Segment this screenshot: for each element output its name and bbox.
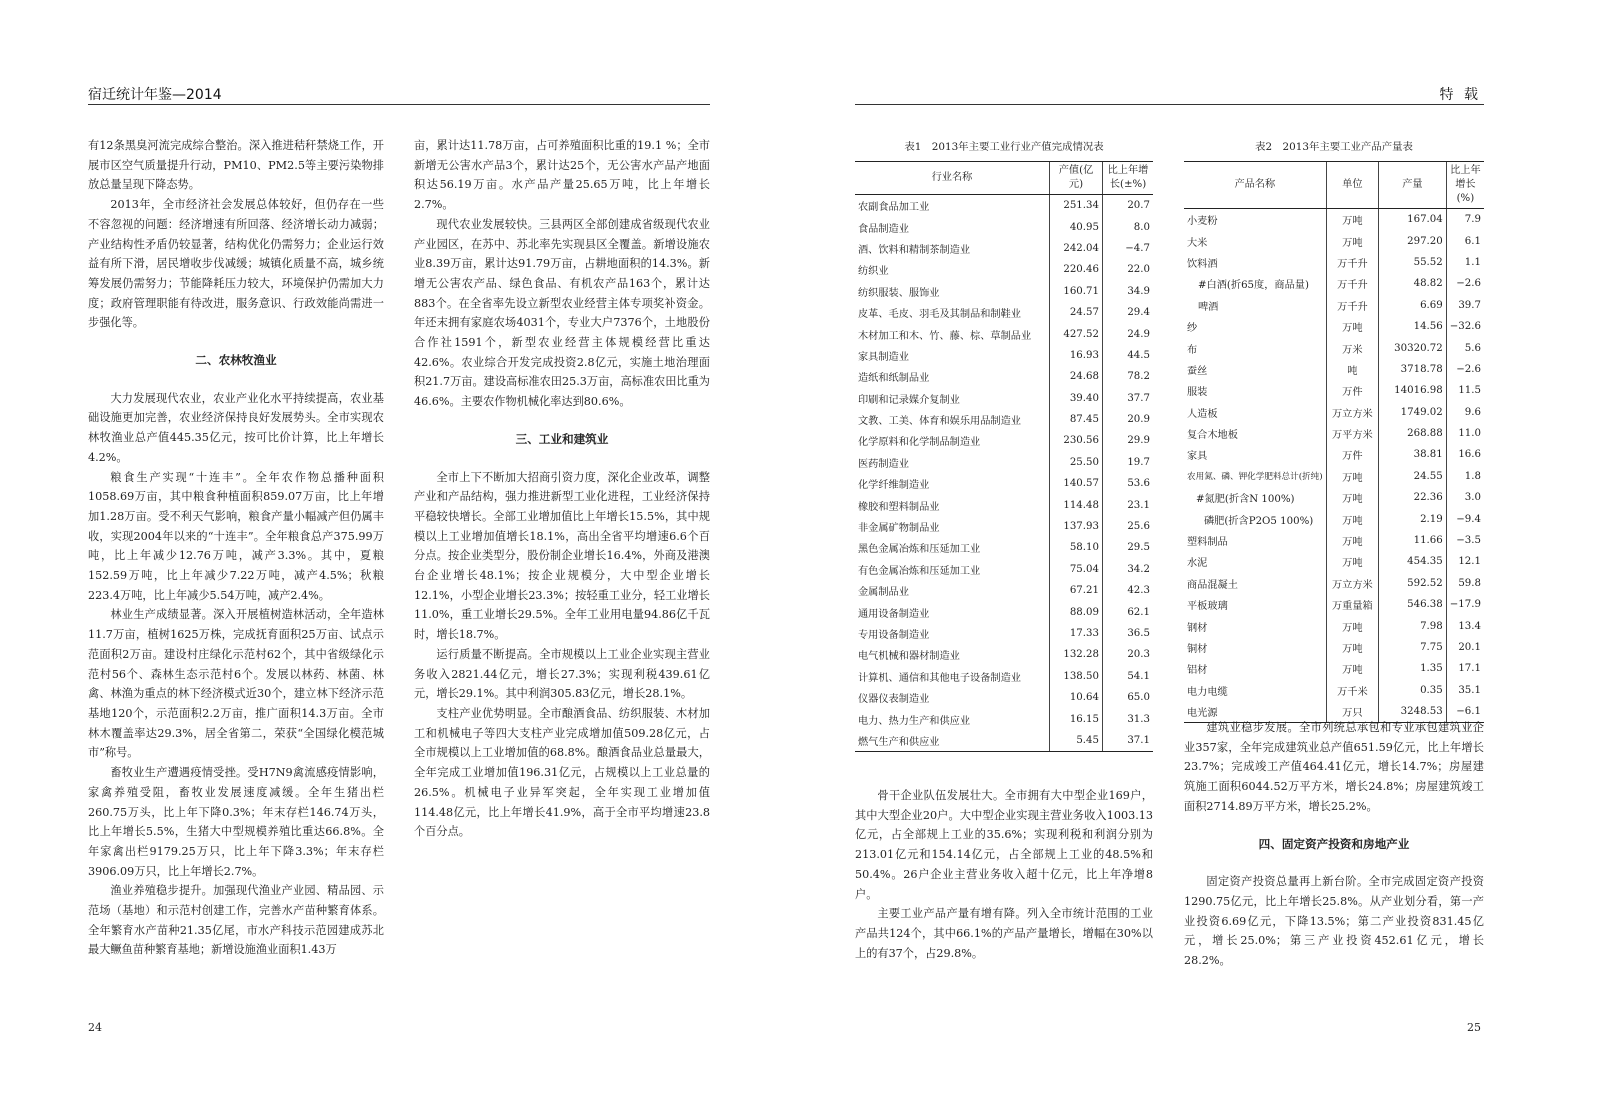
- table-cell: 文教、工美、体育和娱乐用品制造业: [858, 416, 1021, 428]
- table-cell: 1.8: [1446, 466, 1484, 487]
- table-row: [1184, 658, 1484, 679]
- table-cell: 万件: [1326, 444, 1378, 465]
- table-row: [1184, 230, 1484, 251]
- table-row: [855, 345, 1153, 366]
- table1-header-value: 产值(亿元): [1050, 162, 1103, 195]
- table-cell: 万米: [1326, 337, 1378, 358]
- table-row: [1184, 337, 1484, 358]
- table-row: [855, 366, 1153, 387]
- table-row: [855, 580, 1153, 601]
- table-cell: 1749.02: [1379, 402, 1447, 423]
- table-row: [855, 666, 1153, 687]
- page-number-left: 24: [88, 1021, 102, 1034]
- table-cell: −17.9: [1446, 594, 1484, 615]
- table-cell: 专用设备制造业: [858, 630, 930, 641]
- table-cell: 商品混凝土: [1187, 579, 1238, 591]
- table-row: [1184, 615, 1484, 636]
- table-cell: 160.71: [1050, 281, 1103, 302]
- table-row: [1184, 423, 1484, 444]
- table-row: [855, 259, 1153, 280]
- table-cell: 20.3: [1103, 644, 1154, 665]
- table-cell: −6.1: [1446, 701, 1484, 723]
- table-cell: 皮革、毛皮、羽毛及其制品和制鞋业: [858, 309, 1021, 321]
- table-cell: 1.1: [1446, 252, 1484, 273]
- paragraph: 有12条黑臭河流完成综合整治。深入推进秸秆禁烧工作，开展市区空气质量提升行动，PM10、PM2.5等主要污染物排放总量呈现下降态势。: [88, 139, 384, 192]
- table-cell: 水泥: [1187, 558, 1208, 570]
- table-cell: 37.1: [1103, 730, 1154, 752]
- table-cell: 大米: [1187, 237, 1208, 249]
- table-cell: 297.20: [1379, 230, 1447, 251]
- table-cell: 铝材: [1187, 665, 1208, 677]
- header-rule-left: [88, 104, 710, 105]
- table-row: [855, 730, 1153, 752]
- table-cell: 42.3: [1103, 580, 1154, 601]
- table-cell: 万吨: [1326, 466, 1378, 487]
- table-cell: 酒、饮料和精制茶制造业: [858, 244, 971, 256]
- table2-caption: 表2 2013年主要工业产品产量表: [1255, 141, 1413, 153]
- table-cell: 电力电缆: [1187, 686, 1228, 698]
- table-cell: 医药制造业: [858, 458, 909, 470]
- table-cell: 啤酒: [1198, 301, 1219, 313]
- text-column-3: [855, 786, 1153, 963]
- table-cell: 78.2: [1103, 366, 1154, 387]
- table-cell: 39.40: [1050, 388, 1103, 409]
- table-row: [1184, 209, 1484, 231]
- table-row: [855, 687, 1153, 708]
- table-cell: 万重量箱: [1326, 594, 1378, 615]
- page-number-right: 25: [1467, 1021, 1481, 1034]
- table-cell: 万立方米: [1326, 402, 1378, 423]
- table-cell: 88.09: [1050, 601, 1103, 622]
- paragraph: 全市上下不断加大招商引资力度，深化企业改革，调整产业和产品结构，强力推进新型工业化进程，工业经济保持平稳较快增长。全部工业增加值比上年增长15.5%，其中规模以上工业增加值增长18.1%，高出全省平均增速6.6个百分点。按企业类型分，股份制企业增长16.4%，外商及港澳台企业增长48.1%；按企业规模分，大中型企业增长12.1%，小型企业增长23.3%；按轻重工业分，轻工业增长11.0%，重工业增长29.5%。全年工业用电量94.86亿千瓦时，增长18.7%。: [414, 470, 710, 642]
- table-cell: 22.0: [1103, 259, 1154, 280]
- paragraph: 骨干企业队伍发展壮大。全市拥有大中型企业169户，其中大型企业20户。大中型企业实现主营业务收入1003.13亿元，占全部规上工业的35.6%；实现利税和利润分别为213.01亿元和154.14亿元，占全部规上工业的48.5%和50.4%。26户企业主营业务收入超十亿元，比上年净增8户。: [855, 789, 1153, 901]
- table-cell: 铜材: [1187, 644, 1208, 655]
- table-cell: 1.35: [1379, 658, 1447, 679]
- table-cell: 5.45: [1050, 730, 1103, 752]
- table-row: [855, 559, 1153, 580]
- table-cell: −9.4: [1446, 508, 1484, 529]
- table-cell: 万吨: [1326, 615, 1378, 636]
- table-row: [855, 601, 1153, 622]
- table-cell: 454.35: [1379, 551, 1447, 572]
- table1-caption: 表1 2013年主要工业行业产值完成情况表: [904, 141, 1104, 153]
- table-cell: 纺织业: [858, 266, 889, 278]
- table-cell: 9.6: [1446, 402, 1484, 423]
- table-cell: #氮肥(折含N 100%): [1196, 494, 1295, 506]
- table-cell: 138.50: [1050, 666, 1103, 687]
- table-cell: 万只: [1326, 701, 1378, 723]
- table-cell: 167.04: [1379, 209, 1447, 231]
- table-cell: 万吨: [1326, 530, 1378, 551]
- table-cell: 44.5: [1103, 345, 1154, 366]
- table-cell: 饮料酒: [1187, 258, 1218, 270]
- table-row: [1184, 466, 1484, 487]
- left-page: [0, 0, 790, 1099]
- table-row: [1184, 359, 1484, 380]
- table1-body: [855, 195, 1153, 752]
- table-row: [1184, 444, 1484, 465]
- table-cell: 75.04: [1050, 559, 1103, 580]
- table-cell: 3.0: [1446, 487, 1484, 508]
- table-cell: −2.6: [1446, 273, 1484, 294]
- table-row: [1184, 252, 1484, 273]
- table-cell: 万吨: [1326, 230, 1378, 251]
- table-cell: 化学纤维制造业: [858, 480, 930, 492]
- table-cell: 39.7: [1446, 295, 1484, 316]
- table-cell: 万吨: [1326, 209, 1378, 231]
- table-row: [1184, 273, 1484, 294]
- table-row: [1184, 594, 1484, 615]
- table-cell: 塑料制品: [1187, 537, 1228, 549]
- table2-header-unit: 单位: [1326, 162, 1378, 209]
- table-row: [1184, 295, 1484, 316]
- table-cell: 427.52: [1050, 323, 1103, 344]
- table-row: [1184, 402, 1484, 423]
- table-cell: 65.0: [1103, 687, 1154, 708]
- table-cell: 万吨: [1326, 508, 1378, 529]
- table-row: [855, 388, 1153, 409]
- table-cell: 万吨: [1326, 487, 1378, 508]
- table-row: [855, 708, 1153, 729]
- table2-body: [1184, 209, 1484, 723]
- table-row: [1184, 573, 1484, 594]
- table-cell: 114.48: [1050, 494, 1103, 515]
- paragraph: 运行质量不断提高。全市规模以上工业企业实现主营业务收入2821.44亿元，增长27.3%；实现利税439.61亿元，增长29.1%。其中利润305.83亿元，增长28.1%。: [414, 647, 710, 701]
- table-cell: 小麦粉: [1187, 216, 1218, 228]
- table-cell: 黑色金属冶炼和压延加工业: [858, 544, 981, 556]
- table1-header-name: 行业名称: [855, 162, 1050, 195]
- table-cell: 592.52: [1379, 573, 1447, 594]
- table-row: [1184, 316, 1484, 337]
- table-row: [855, 409, 1153, 430]
- table1: [855, 161, 1153, 752]
- table-cell: 3248.53: [1379, 701, 1447, 723]
- table-row: [855, 238, 1153, 259]
- table-cell: 29.4: [1103, 302, 1154, 323]
- table-cell: 67.21: [1050, 580, 1103, 601]
- table-cell: 19.7: [1103, 452, 1154, 473]
- table-cell: 家具制造业: [858, 351, 909, 363]
- table-cell: 25.6: [1103, 516, 1154, 537]
- table-cell: 金属制品业: [858, 587, 909, 599]
- paragraph: 固定资产投资总量再上新台阶。全市完成固定资产投资1290.75亿元，比上年增长25.8%。从产业划分看，第一产业投资6.69亿元，下降13.5%；第二产业投资831.45亿元，增长25.0%；第三产业投资452.61亿元，增长28.2%。: [1184, 875, 1484, 968]
- table-cell: −4.7: [1103, 238, 1154, 259]
- table-cell: 万立方米: [1326, 573, 1378, 594]
- paragraph: 粮食生产实现“十连丰”。全年农作物总播种面积1058.69万亩，其中粮食种植面积859.07万亩，比上年增加1.28万亩。受不利天气影响，粮食产量小幅减产但仍属丰收，实现2004年以来的“十连丰”。全年粮食总产375.99万吨，比上年减少12.76万吨，减产3.3%。其中，夏粮152.59万吨，比上年减少7.22万吨，减产4.5%；秋粮223.4万吨，比上年减少5.54万吨，减产2.4%。: [88, 470, 384, 602]
- table-cell: 30320.72: [1379, 337, 1447, 358]
- table-cell: 17.1: [1446, 658, 1484, 679]
- paragraph: 渔业养殖稳步提升。加强现代渔业产业园、精品园、示范场（基地）和示范村创建工作，完善水产苗种繁育体系。全年繁育水产苗种21.35亿尾，市水产科技示范园建成苏北最大鳜鱼苗种繁育基地；新增设施渔业面积1.43万: [88, 884, 384, 957]
- table-row: [1184, 680, 1484, 701]
- table-cell: 62.1: [1103, 601, 1154, 622]
- table-cell: 钢材: [1187, 622, 1208, 634]
- table-row: [855, 494, 1153, 515]
- table-cell: −3.5: [1446, 530, 1484, 551]
- table-cell: 23.1: [1103, 494, 1154, 515]
- table-cell: 268.88: [1379, 423, 1447, 444]
- table-cell: 242.04: [1050, 238, 1103, 259]
- paragraph: 建筑业稳步发展。全市列统总承包和专业承包建筑业企业357家，全年完成建筑业总产值651.59亿元，比上年增长23.7%；完成竣工产值464.41亿元，增长14.7%；房屋建筑施工面积6044.52万平方米，增长24.8%；房屋建筑竣工面积2714.89万平方米，增长25.2%。: [1184, 721, 1484, 813]
- table-cell: 万吨: [1326, 316, 1378, 337]
- table-cell: 25.50: [1050, 452, 1103, 473]
- table-row: [855, 452, 1153, 473]
- table-cell: 印刷和记录媒介复制业: [858, 394, 960, 406]
- paragraph: 大力发展现代农业，农业产业化水平持续提高，农业基础设施更加完善，农业经济保持良好发展势头。全市实现农林牧渔业总产值445.35亿元，按可比价计算，比上年增长4.2%。: [88, 391, 384, 464]
- table-cell: 16.93: [1050, 345, 1103, 366]
- table-cell: 蚕丝: [1187, 365, 1208, 377]
- table-cell: 87.45: [1050, 409, 1103, 430]
- table-row: [855, 323, 1153, 344]
- table-cell: 万吨: [1326, 551, 1378, 572]
- table-cell: 非金属矿物制品业: [858, 523, 940, 535]
- table-cell: 万千升: [1326, 273, 1378, 294]
- table-cell: 59.8: [1446, 573, 1484, 594]
- table-cell: 22.36: [1379, 487, 1447, 508]
- table-cell: 14.56: [1379, 316, 1447, 337]
- table-cell: 132.28: [1050, 644, 1103, 665]
- table-cell: 计算机、通信和其他电子设备制造业: [858, 672, 1021, 684]
- section-heading: 四、固定资产投资和房地产业: [1258, 836, 1410, 851]
- table-cell: 有色金属冶炼和压延加工业: [858, 565, 981, 577]
- section-heading: 二、农林牧渔业: [195, 353, 277, 368]
- table-row: [855, 430, 1153, 451]
- table-cell: 36.5: [1103, 623, 1154, 644]
- table-cell: 燃气生产和供应业: [855, 730, 1050, 752]
- table-cell: 34.2: [1103, 559, 1154, 580]
- table-cell: 人造板: [1187, 408, 1218, 420]
- table-cell: −2.6: [1446, 359, 1484, 380]
- table-cell: 电气机械和器材制造业: [858, 651, 960, 663]
- paragraph: 主要工业产品产量有增有降。列入全市统计范围的工业产品共124个，其中66.1%的产品产量增长，增幅在30%以上的有37个，占29.8%。: [855, 907, 1153, 960]
- running-header-right: 特 载: [1439, 87, 1481, 103]
- table-row: [855, 281, 1153, 302]
- table-cell: 20.7: [1103, 195, 1154, 217]
- table-cell: 万平方米: [1326, 423, 1378, 444]
- table-cell: 53.6: [1103, 473, 1154, 494]
- table-cell: 10.64: [1050, 687, 1103, 708]
- table-cell: 11.0: [1446, 423, 1484, 444]
- table-cell: 纱: [1187, 323, 1198, 335]
- table1-block: [855, 138, 1153, 752]
- table-cell: 38.81: [1379, 444, 1447, 465]
- section-heading: 三、工业和建筑业: [515, 431, 609, 446]
- paragraph: 畜牧业生产遭遇疫情受挫。受H7N9禽流感疫情影响，家禽养殖受阻，畜牧业发展速度减缓。全年生猪出栏260.75万头，比上年下降0.3%；年末存栏146.74万头，比上年增长5.5%，生猪大中型规模养殖比重达66.8%。全年家禽出栏9179.25万只，比上年下降3.3%；年末存栏3906.09万只，比上年增长2.7%。: [88, 766, 384, 878]
- table-cell: 橡胶和塑料制品业: [858, 501, 940, 513]
- table-cell: 服装: [1187, 387, 1208, 399]
- table-cell: 220.46: [1050, 259, 1103, 280]
- paragraph: 亩，累计达11.78万亩，占可养殖面积比重的19.1 %；全市新增无公害水产品3个，累计达25个，无公害水产品产地面积达56.19万亩。水产品产量25.65万吨，比上年增长2.7%。: [414, 139, 710, 212]
- table-row: [855, 302, 1153, 323]
- table-cell: #白酒(折65度，商品量): [1198, 280, 1309, 292]
- table-cell: 546.38: [1379, 594, 1447, 615]
- table-cell: 电光源: [1184, 701, 1326, 723]
- table-cell: 6.69: [1379, 295, 1447, 316]
- table-cell: 13.4: [1446, 615, 1484, 636]
- table-cell: 29.5: [1103, 537, 1154, 558]
- table-cell: 7.98: [1379, 615, 1447, 636]
- paragraph: 现代农业发展较快。三县两区全部创建成省级现代农业产业园区，在苏中、苏北率先实现县区全覆盖。新增设施农业8.39万亩，累计达91.79万亩，占耕地面积的14.3%。新增无公害农产品、绿色食品、有机农产品163个，累计达883个。在全省率先设立新型农业经营主体专项奖补资金。年还末拥有家庭农场4031个，专业大户7376个，土地股份合作社1591个，新型农业经营主体规模经营比重达42.6%。农业综合开发完成投资2.8亿元，实施土地治理面积21.7万亩。建设高标准农田25.3万亩，高标准农田比重为46.6%。主要农作物机械化率达到80.6%。: [414, 217, 710, 409]
- table-cell: 55.52: [1379, 252, 1447, 273]
- table-cell: 16.6: [1446, 444, 1484, 465]
- table-cell: 通用设备制造业: [858, 608, 930, 620]
- table-cell: 251.34: [1050, 195, 1103, 217]
- table-cell: 7.9: [1446, 209, 1484, 231]
- table-cell: 34.9: [1103, 281, 1154, 302]
- table-cell: 31.3: [1103, 708, 1154, 729]
- table-cell: 37.7: [1103, 388, 1154, 409]
- table-cell: 磷肥(折含P2O5 100%): [1204, 515, 1314, 527]
- paragraph: 支柱产业优势明显。全市酿酒食品、纺织服装、木材加工和机械电子等四大支柱产业完成增加值509.28亿元，占全市规模以上工业增加值的68.8%。酿酒食品业总量最大，全年完成工业增加值196.31亿元，占规模以上工业总量的26.5%。机械电子业异军突起，全年实现工业增加值114.48亿元，比上年增长41.9%，高于全市平均增速23.8个百分点。: [414, 706, 710, 839]
- table-cell: 家具: [1187, 451, 1208, 463]
- table-cell: 54.1: [1103, 666, 1154, 687]
- table-cell: 24.55: [1379, 466, 1447, 487]
- table-row: [1184, 508, 1484, 529]
- table2-header-name: 产品名称: [1184, 162, 1326, 209]
- table-cell: 8.0: [1103, 216, 1154, 237]
- header-rule-right: [855, 104, 1484, 105]
- table-cell: 食品制造业: [858, 223, 909, 235]
- table-cell: 6.1: [1446, 230, 1484, 251]
- table-cell: 7.75: [1379, 637, 1447, 658]
- table-cell: 布: [1187, 344, 1198, 356]
- table-cell: 农用氮、磷、钾化学肥料总计(折纯): [1187, 472, 1323, 483]
- table2-header-growth: 比上年增长(%): [1446, 162, 1484, 209]
- table-cell: 造纸和纸制品业: [858, 373, 930, 385]
- table-cell: 11.66: [1379, 530, 1447, 551]
- table-cell: −32.6: [1446, 316, 1484, 337]
- table-cell: 仪器仪表制造业: [858, 694, 930, 706]
- table-row: [855, 195, 1153, 217]
- table-cell: 11.5: [1446, 380, 1484, 401]
- table-cell: 35.1: [1446, 680, 1484, 701]
- table-cell: 40.95: [1050, 216, 1103, 237]
- table-cell: 农副食品加工业: [858, 202, 930, 214]
- table-cell: 万千升: [1326, 252, 1378, 273]
- table-cell: 木材加工和木、竹、藤、棕、草制品业: [858, 330, 1032, 342]
- table-cell: 140.57: [1050, 473, 1103, 494]
- text-column-4: [1184, 718, 1484, 971]
- table-row: [1184, 487, 1484, 508]
- table-cell: 12.1: [1446, 551, 1484, 572]
- table-cell: 复合木地板: [1187, 430, 1238, 442]
- table-cell: 17.33: [1050, 623, 1103, 644]
- table-cell: 24.57: [1050, 302, 1103, 323]
- table-cell: 化学原料和化学制品制造业: [858, 437, 981, 449]
- table-cell: 137.93: [1050, 516, 1103, 537]
- table-cell: 2.19: [1379, 508, 1447, 529]
- table-cell: 电力、热力生产和供应业: [858, 715, 971, 727]
- text-column-2: [414, 136, 710, 842]
- table2: [1184, 161, 1484, 723]
- running-header-left: 宿迁统计年鉴—2014: [88, 87, 222, 103]
- table-cell: 29.9: [1103, 430, 1154, 451]
- paragraph: 林业生产成绩显著。深入开展植树造林活动，全年造林11.7万亩，植树1625万株，完成抚育面积25万亩、试点示范面积2万亩。建设村庄绿化示范村62个，其中省级绿化示范村56个、森林生态示范村6个。发展以林药、林菌、林禽、林渔为重点的林下经济模式近30个，建立林下经济示范基地120个，示范面积2.2万亩，推广面积14.3万亩。全市林木覆盖率达29.3%，居全省第二，荣获“全国绿化模范城市”称号。: [88, 608, 384, 760]
- table-cell: 吨: [1326, 359, 1378, 380]
- table-row: [855, 516, 1153, 537]
- table-row: [1184, 551, 1484, 572]
- text-column-1: [88, 136, 384, 960]
- table-cell: 24.68: [1050, 366, 1103, 387]
- table-cell: 20.9: [1103, 409, 1154, 430]
- table-row: [855, 644, 1153, 665]
- table-cell: 0.35: [1379, 680, 1447, 701]
- table-cell: 万吨: [1326, 637, 1378, 658]
- table-cell: 万吨: [1326, 658, 1378, 679]
- table-cell: 5.6: [1446, 337, 1484, 358]
- table-cell: 14016.98: [1379, 380, 1447, 401]
- table-cell: 58.10: [1050, 537, 1103, 558]
- table-row: [855, 537, 1153, 558]
- table2-header-output: 产量: [1379, 162, 1447, 209]
- table-cell: 纺织服装、服饰业: [858, 287, 940, 299]
- table2-block: [1184, 138, 1484, 723]
- table-cell: 48.82: [1379, 273, 1447, 294]
- table1-header-growth: 比上年增长(±%): [1103, 162, 1154, 195]
- table-cell: 20.1: [1446, 637, 1484, 658]
- table-cell: 24.9: [1103, 323, 1154, 344]
- table-cell: 3718.78: [1379, 359, 1447, 380]
- table-row: [1184, 637, 1484, 658]
- table-cell: 230.56: [1050, 430, 1103, 451]
- paragraph: 2013年，全市经济社会发展总体较好，但仍存在一些不容忽视的问题：经济增速有所回落、经济增长动力减弱；产业结构性矛盾仍较显著，结构优化仍需努力；企业运行效益有所下滑，居民增收步伐减缓；城镇化质量不高，城乡统筹发展仍需努力；节能降耗压力较大，环境保护仍需加大力度；政府管理职能有待改进，服务意识、行政效能尚需进一步强化等。: [88, 198, 384, 330]
- table-row: [855, 623, 1153, 644]
- table-cell: 平板玻璃: [1187, 601, 1228, 613]
- table-row: [1184, 380, 1484, 401]
- table-row: [1184, 530, 1484, 551]
- right-page: [800, 0, 1609, 1099]
- table-cell: 万千米: [1326, 680, 1378, 701]
- table-row: [855, 216, 1153, 237]
- table-cell: 16.15: [1050, 708, 1103, 729]
- table-row: [855, 473, 1153, 494]
- table-cell: 万千升: [1326, 295, 1378, 316]
- table-cell: 万件: [1326, 380, 1378, 401]
